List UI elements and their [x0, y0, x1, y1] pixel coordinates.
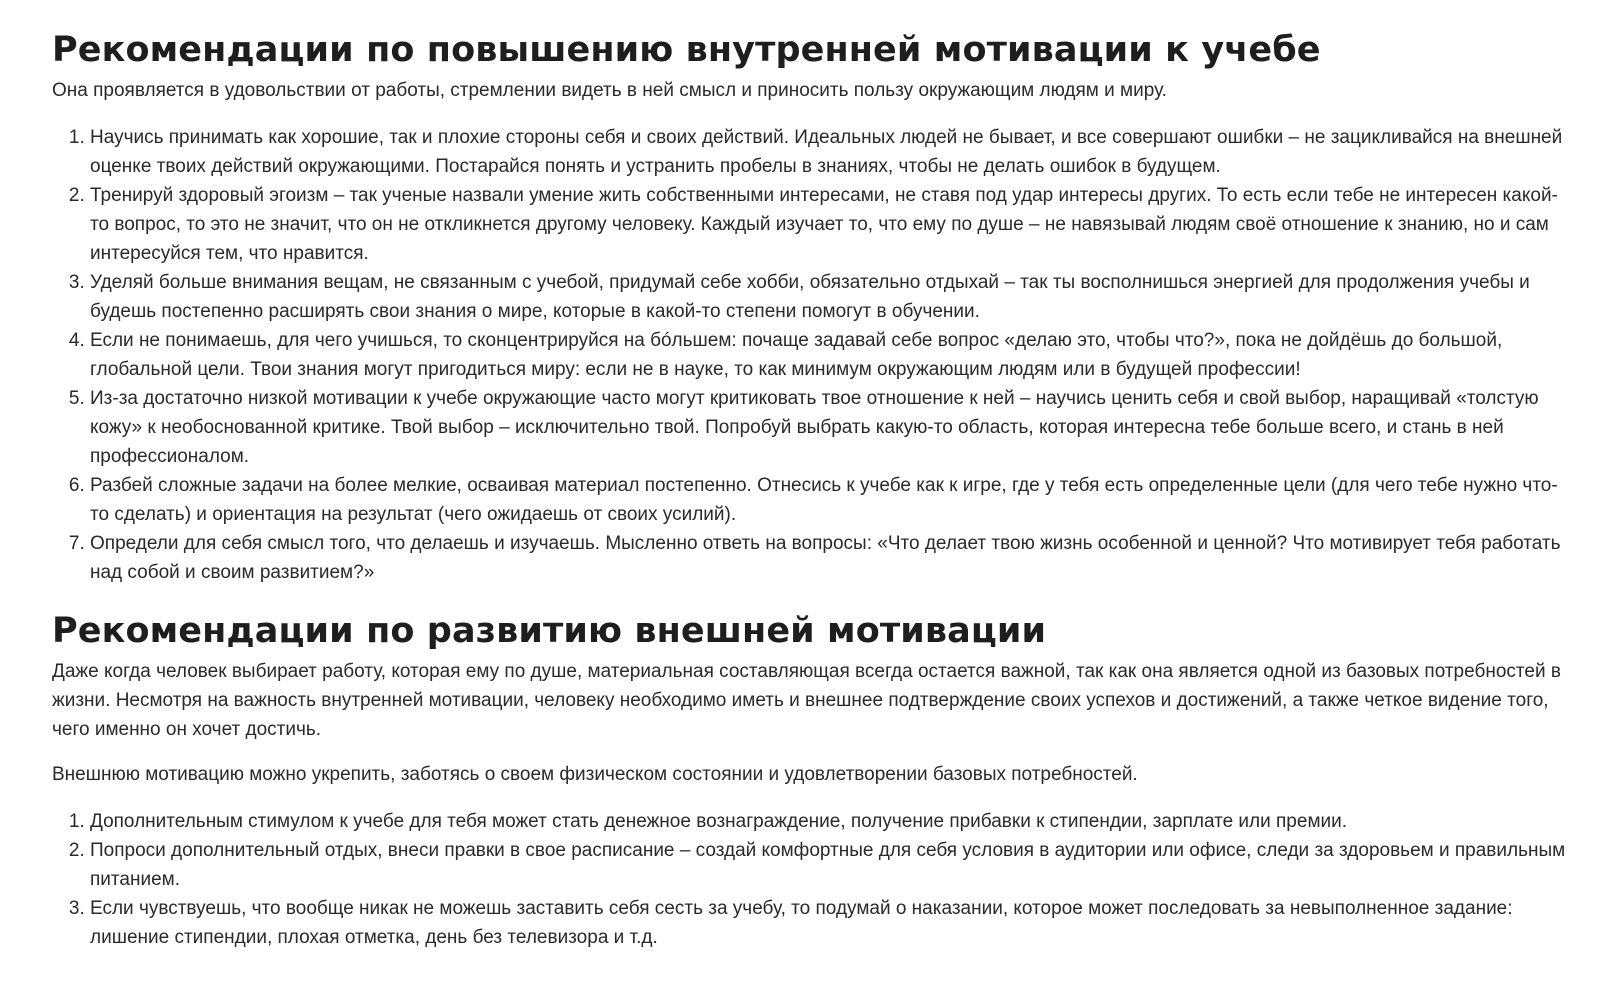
list-item: 5. Из-за достаточно низкой мотивации к учебе окружающие часто могут критиковать твое отношение к ней – научись ценить себя и свой выбор, наращивай «толстую кожу» к необоснованной критике. Твой выбор – исключительно твой. Попробуй выбрать какую-то область, которая интересна тебе больше всего, и стань в ней профессионалом.	[90, 384, 1568, 471]
list-item: 6. Разбей сложные задачи на более мелкие, осваивая материал постепенно. Отнесись к учебе как к игре, где у тебя есть определенные цели (для чего тебе нужно что-то сделать) и ориентация на результат (чего ожидаешь от своих усилий).	[90, 471, 1568, 529]
section-paragraph: Внешнюю мотивацию можно укрепить, заботясь о своем физическом состоянии и удовлетворении базовых потребностей.	[52, 764, 1138, 785]
external-motivation-list	[52, 807, 1568, 952]
section-heading-internal-motivation: Рекомендации по повышению внутренней мотивации к учебе	[52, 30, 1321, 70]
section-heading-external-motivation: Рекомендации по развитию внешней мотивации	[52, 611, 1047, 651]
list-item: 2. Тренируй здоровый эгоизм – так ученые назвали умение жить собственными интересами, не ставя под удар интересы других. То есть если тебе не интересен какой-то вопрос, то это не значит, что он не откликнется другому человеку. Каждый изучает то, что ему по душе – не навязывай людям своё отношение к знанию, но и сам интересуйся тем, что нравится.	[90, 181, 1568, 268]
section-paragraph: Даже когда человек выбирает работу, которая ему по душе, материальная составляющая всегда остается важной, так как она является одной из базовых потребностей в жизни. Несмотря на важность внутренней мотивации, человеку необходимо иметь и внешнее подтверждение своих успехов и достижений, а также четкое видение того, чего именно он хочет достичь.	[52, 661, 1561, 740]
section-intro: Она проявляется в удовольствии от работы, стремлении видеть в ней смысл и приносить пользу окружающим людям и миру.	[52, 80, 1167, 101]
list-item: 1. Научись принимать как хорошие, так и плохие стороны себя и своих действий. Идеальных людей не бывает, и все совершают ошибки – не зацикливайся на внешней оценке твоих действий окружающими. Постарайся понять и устранить пробелы в знаниях, чтобы не делать ошибок в будущем.	[90, 123, 1568, 181]
list-item: 1. Дополнительным стимулом к учебе для тебя может стать денежное вознаграждение, получение прибавки к стипендии, зарплате или премии.	[90, 807, 1568, 836]
list-item: 4. Если не понимаешь, для чего учишься, то сконцентрируйся на бóльшем: почаще задавай себе вопрос «делаю это, чтобы что?», пока не дойдёшь до большой, глобальной цели. Твои знания могут пригодиться миру: если не в науке, то как минимум окружающим людям или в будущей профессии!	[90, 326, 1568, 384]
list-item: 3. Уделяй больше внимания вещам, не связанным с учебой, придумай себе хобби, обязательно отдыхай – так ты восполнишься энергией для продолжения учебы и будешь постепенно расширять свои знания о мире, которые в какой-то степени помогут в обучении.	[90, 268, 1568, 326]
list-item: 3. Если чувствуешь, что вообще никак не можешь заставить себя сесть за учебу, то подумай о наказании, которое может последовать за невыполненное задание: лишение стипендии, плохая отметка, день без телевизора и т.д.	[90, 894, 1568, 952]
list-item: 2. Попроси дополнительный отдых, внеси правки в свое расписание – создай комфортные для себя условия в аудитории или офисе, следи за здоровьем и правильным питанием.	[90, 836, 1568, 894]
internal-motivation-list	[52, 123, 1568, 587]
list-item: 7. Определи для себя смысл того, что делаешь и изучаешь. Мысленно ответь на вопросы: «Что делает твою жизнь особенной и ценной? Что мотивирует тебя работать над собой и своим развитием?»	[90, 529, 1568, 587]
